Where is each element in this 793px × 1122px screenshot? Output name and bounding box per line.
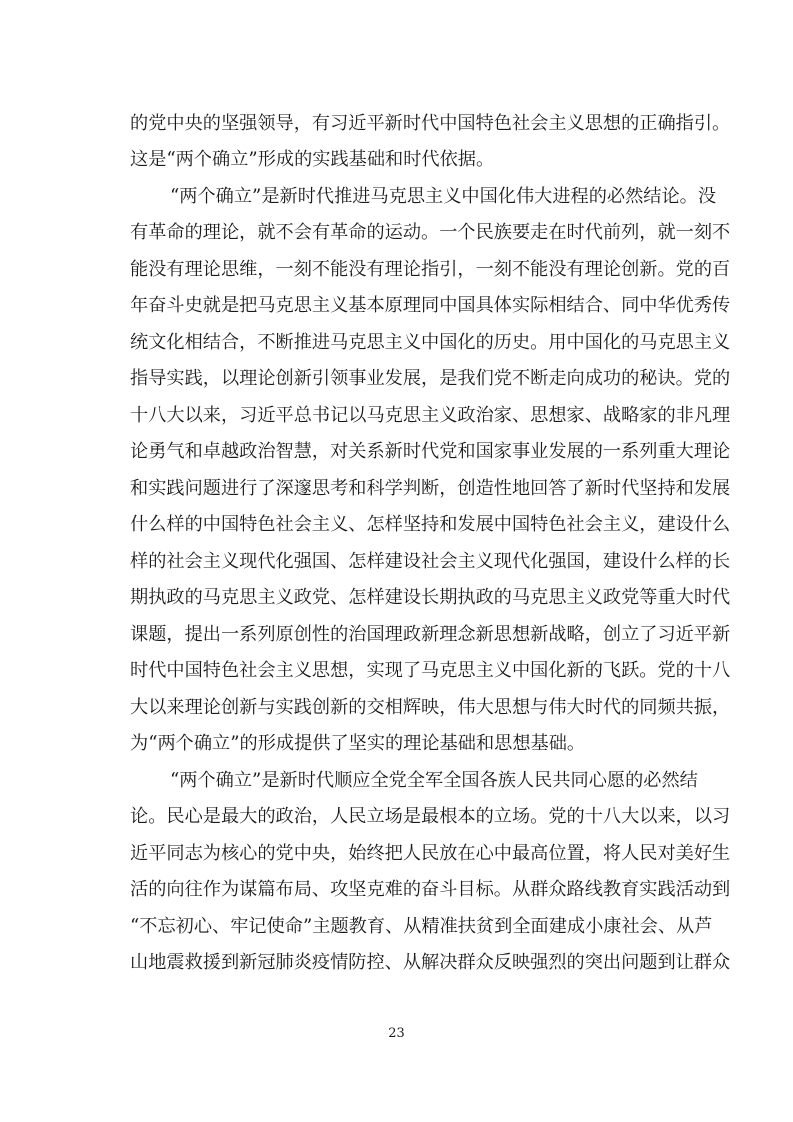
text-line: 为“两个确立”的形成提供了坚实的理论基础和思想基础。 xyxy=(130,733,586,754)
text-line: 近平同志为核心的党中央，始终把人民放在心中最高位置，将人民对美好生 xyxy=(130,843,731,864)
text-line: 活的向往作为谋篇布局、攻坚克难的奋斗目标。从群众路线教育实践活动到 xyxy=(130,879,731,900)
page-number: 23 xyxy=(388,1026,405,1041)
text-line: 和实践问题进行了深邃思考和科学判断，创造性地回答了新时代坚持和发展 xyxy=(130,478,731,499)
text-line: 论。民心是最大的政治，人民立场是最根本的立场。党的十八大以来，以习 xyxy=(130,806,731,827)
text-line: “不忘初心、牢记使命”主题教育、从精准扶贫到全面建成小康社会、从芦 xyxy=(130,916,713,937)
text-line: 论勇气和卓越政治智慧，对关系新时代党和国家事业发展的一系列重大理论 xyxy=(130,441,731,462)
text-line: 课题，提出一系列原创性的治国理政新理念新思想新战略，创立了习近平新 xyxy=(130,624,731,645)
text-line: 这是“两个确立”形成的实践基础和时代依据。 xyxy=(130,149,495,170)
paragraph-first-line: “两个确立”是新时代顺应全党全军全国各族人民共同心愿的必然结 xyxy=(170,770,698,791)
text-line: 十八大以来，习近平总书记以马克思主义政治家、思想家、战略家的非凡理 xyxy=(130,405,731,426)
text-line: 年奋斗史就是把马克思主义基本原理同中国具体实际相结合、同中华优秀传 xyxy=(130,295,731,316)
text-line: 什么样的中国特色社会主义、怎样坚持和发展中国特色社会主义，建设什么 xyxy=(130,514,731,535)
text-line: 期执政的马克思主义政党、怎样建设长期执政的马克思主义政党等重大时代 xyxy=(130,587,731,608)
text-line: 的党中央的坚强领导，有习近平新时代中国特色社会主义思想的正确指引。 xyxy=(130,113,731,134)
text-line: 指导实践，以理论创新引领事业发展，是我们党不断走向成功的秘诀。党的 xyxy=(130,368,731,389)
text-line: 能没有理论思维，一刻不能没有理论指引，一刻不能没有理论创新。党的百 xyxy=(130,259,731,280)
paragraph-first-line: “两个确立”是新时代推进马克思主义中国化伟大进程的必然结论。没 xyxy=(170,186,717,207)
text-line: 山地震救援到新冠肺炎疫情防控、从解决群众反映强烈的突出问题到让群众 xyxy=(130,952,731,973)
text-line: 样的社会主义现代化强国、怎样建设社会主义现代化强国，建设什么样的长 xyxy=(130,551,731,572)
text-line: 统文化相结合，不断推进马克思主义中国化的历史。用中国化的马克思主义 xyxy=(130,332,731,353)
text-line: 有革命的理论，就不会有革命的运动。一个民族要走在时代前列，就一刻不 xyxy=(130,222,731,243)
text-line: 大以来理论创新与实践创新的交相辉映，伟大思想与伟大时代的同频共振， xyxy=(130,697,731,718)
text-line: 时代中国特色社会主义思想，实现了马克思主义中国化新的飞跃。党的十八 xyxy=(130,660,731,681)
